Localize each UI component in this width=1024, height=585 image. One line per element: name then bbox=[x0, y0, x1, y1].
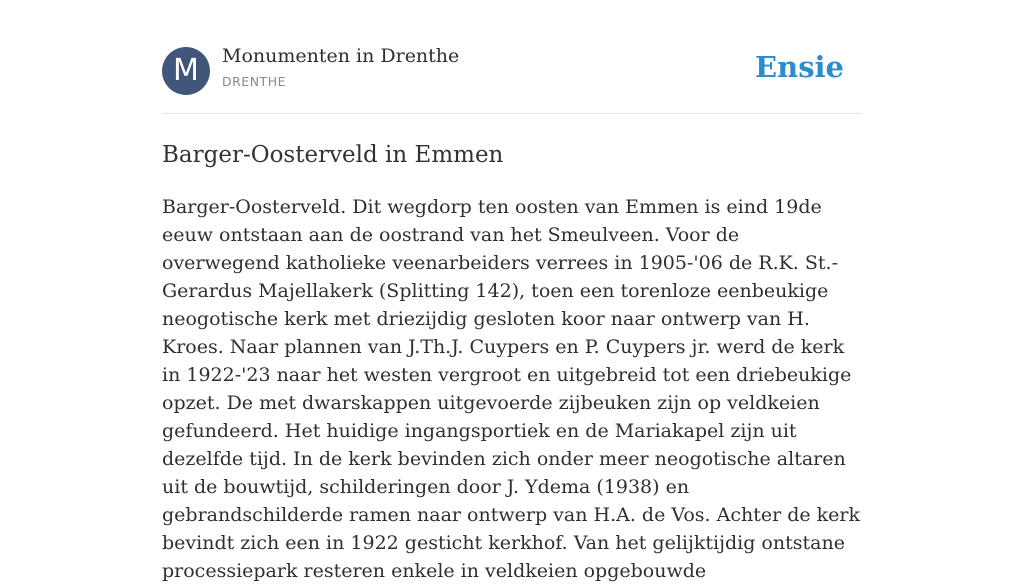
entry-body: Barger-Oosterveld. Dit wegdorp ten oosten van Emmen is eind 19de eeuw ontstaan aan de oostrand van het Smeulveen. Voor de overwegend katholieke veenarbeiders verrees in 1905-'06 de R.K. St.-Gerardus Majellakerk (Splitting 142), toen een torenloze eenbeukige neogotische kerk met driezijdig gesloten koor naar ontwerp van H. Kroes. Naar plannen van J.Th.J. Cuypers en P. Cuypers jr. werd de kerk in 1922-'23 naar het westen vergroot en uitgebreid tot een driebeukige opzet. De met dwarskappen uitgevoerde zijbeuken zijn op veldkeien gefundeerd. Het huidige ingangsportiek en de Mariakapel zijn uit dezelfde tijd. In de kerk bevinden zich onder meer neogotische altaren uit de bouwtijd, schilderingen door J. Ydema (1938) en gebrandschilderde ramen naar ontwerp van H.A. de Vos. Achter de kerk bevindt zich een in 1922 gesticht kerkhof. Van het gelijktijdig ontstane processiepark resteren enkele in veldkeien opgebouwde bbox=[162, 196, 860, 582]
source-subtitle: DRENTHE bbox=[222, 74, 286, 89]
source-title[interactable]: Monumenten in Drenthe bbox=[222, 45, 460, 67]
avatar[interactable]: M bbox=[162, 47, 210, 95]
page-container bbox=[162, 0, 862, 585]
entry-title: Barger-Oosterveld in Emmen bbox=[162, 142, 504, 168]
brand-logo[interactable]: Ensie bbox=[755, 50, 844, 84]
header bbox=[162, 0, 862, 114]
